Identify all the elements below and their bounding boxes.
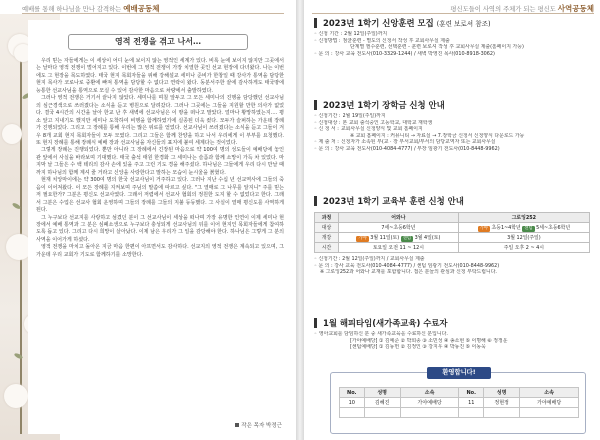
notice-row-value: 2월 19일(주일)까지 (342, 113, 386, 119)
essay-paragraph: 우리 믿는 자들에게는 이 세상이 어디 눈에 보이지 않는 영적인 세계가 있다. 비록 눈에 보이지 않지만 그곳에서는 날마다 영적 전쟁이 벌어지고 있다. 이번에 그 영적 전쟁이 가장 치열한 곳인 선교 현장에 다녀왔다. 나는 이번에도 그 현장을 목도하였다. 태국 현지 목회자들을 위해 강해설교 세미나 준비가 한창일 때 강사가 통역을 담당한 현지 목사가 코로나로 중환에 빠져 통역을 담당할 수 없다고 연락이 왔다. 동분서주한 끝에 감사하게도 태국땅에 능통한 선교사님을 통역으로 모실 수 있어 감사한 마음으로 차량에서 출발하였다. (36, 58, 284, 94)
notice-rows (314, 331, 594, 351)
welcome-cell (340, 408, 365, 418)
welcome-header-cell: 소속 (400, 388, 459, 398)
notice-row-key: ◦ 문 의 : (314, 50, 333, 57)
essay-title: 영적 전쟁을 겪고 나서… (68, 34, 248, 50)
notice-row-value: 영아교회를 담임하신 분 중 새가족교육을 수료하신 분입니다. (318, 331, 448, 337)
notice-row (314, 344, 594, 351)
left-header-divider (22, 13, 284, 14)
welcome-cell (484, 408, 520, 418)
left-header-brand: 예배공동체 (123, 4, 160, 13)
notice-row-value: [센텀예배당] ① 김동헌 ② 김정인 ③ 강지우 ④ 박동진 ⑤ 이동욱 (350, 344, 486, 351)
notice-title-text: 2023년 1학기 장학금 신청 안내 (323, 100, 445, 110)
edu-header-course: 과정 (315, 213, 339, 223)
flower-leaf (14, 352, 24, 359)
edu-row-start (315, 233, 590, 243)
right-header-divider (312, 13, 594, 14)
flower-petal (4, 384, 28, 408)
gaya-tag: 가야 (479, 225, 488, 231)
welcome-cell: 가야예배당 (400, 398, 459, 408)
welcome-cell (400, 408, 459, 418)
welcome-table-header (340, 388, 579, 398)
notice-title-text: 2023년 1학기 신앙훈련 모집 (323, 18, 434, 28)
edu-table-header (315, 213, 590, 223)
welcome-cell (520, 408, 579, 418)
welcome-header-cell: 성명 (484, 388, 520, 398)
notice-rows (314, 113, 594, 153)
notice-row-key: ◦ (314, 331, 317, 337)
welcome-title: 환영합니다! (427, 367, 491, 379)
notice-row-value: 점균훈련 - 별도의 신청서 작성 후 교회사무실 제출 (342, 37, 450, 44)
essay-author (235, 421, 282, 429)
notice-row-key: ◦ 신청 기간 : (314, 31, 343, 37)
welcome-row (340, 408, 579, 418)
notice-row (314, 31, 594, 38)
edu-note: ◦ 신청기간 : 2월 12일(주일)까지 / 교회사무실 제출 (314, 256, 425, 262)
edu-header-awana: 어와나 (339, 213, 459, 223)
notice-row (314, 51, 594, 58)
edu-row-label: 시간 (315, 243, 339, 253)
edu-cell-text: 3월 11일(토) (370, 234, 400, 241)
edu-row-label: 대상 (315, 223, 339, 233)
notice-section-title (314, 18, 594, 28)
notice-row-value: 신청자가 소속된 부(교 · 장 부서교회/부서의 담당교역자 또는 교회사무실 (340, 139, 496, 146)
notice-title-text: 2023년 1학기 교육부 훈련 신청 안내 (323, 196, 464, 206)
welcome-header-cell: No. (459, 388, 484, 398)
centum-tag: 센텀 (402, 235, 412, 241)
welcome-header-cell: 소속 (520, 388, 579, 398)
notice-row-value: ※ 교회 홈페이지 : 커뮤니티 → 자료실 → 7.장학금 신청서 신청양식 다운로드 가능 (350, 132, 525, 139)
notice-row (314, 331, 594, 338)
notice-section (314, 18, 594, 57)
welcome-box (330, 369, 586, 434)
notice-row (314, 146, 594, 153)
welcome-table (339, 387, 579, 418)
edu-cell-text: 5세~초등6학년 (536, 224, 571, 231)
welcome-header-cell: No. (340, 388, 365, 398)
edu-cell: 주일 오후 2 ~ 4시 (458, 243, 589, 253)
welcome-cell: 가야예배당 (520, 398, 579, 408)
notice-section (314, 196, 594, 206)
edu-row-time (315, 243, 590, 253)
flower-petal (2, 124, 22, 144)
edu-cell (458, 223, 589, 233)
edu-cell: 토요일 오전 11 ~ 12시 (339, 243, 459, 253)
notice-section-title (314, 100, 594, 110)
edu-cell: 3월 12일(주일) (458, 233, 589, 243)
notice-row-key (314, 338, 348, 345)
left-page (0, 0, 296, 440)
notice-row-key: ◦ 신청방법 : (314, 37, 341, 44)
notice-title-text: 1월 해피타임(새가족교육) 수료자 (323, 318, 448, 328)
left-header-text: 예배를 통해 하나님을 만나 감격하는 (22, 6, 122, 13)
essay-paragraph: 영적 전쟁을 마치고 돌아온 지금 마음 한편이 아프면서도 감사하다. 선교지의 영적 전쟁은 계속되고 있으며, 그 가운데 우리 교회가 기도로 함께하기를 소망한다. (36, 244, 284, 258)
centum-tag: 센텀 (524, 225, 533, 231)
notice-row-value: 본 교회 출석중인 고등학교, 대학교 재학생 (342, 119, 433, 126)
essay-paragraph: 그렇게 장례는 진행되었다. 뿐만 아니라 그 장례에서 긴장된 마음으로 약 100여 명의 성도들이 예배당에 놓인 관 앞에서 사실을 바라보며 기대했다. 태국 출석 태원 한경화 그 세미나는 슬픔과 함께 소망이 가득 차 있었다. 마지막 날 그들은 수 백 테리의 감사 손에 있을 주고 그런 기도 경을 해주셨다. 하나님은 그들에게 우리 다시 만날 때 까지 하나님의 함께 계셔 줄 거라고 신앙을 사랑한다고 말하는 모습이 눈시울을 붉혔다. (36, 147, 284, 176)
author-mark-icon (235, 423, 239, 427)
notice-row (314, 113, 594, 120)
edu-note: ◦ 문 의 : 강사 교육 전도사(010-4084-4777) / 센텀 임광기 전도사(010-8448-9962) (314, 262, 500, 269)
notice-row-key: ◦ 제 출 처 : (314, 139, 339, 146)
notice-row-value: 강사 교육 전도사(010-3329-1244) / 새벽 박영진 목사(010-8918-3062) (334, 50, 495, 57)
notice-row-value: 단계별 필수훈련, 선택훈련 - 훈련 보로셔 작성 후 교회사무실 제출(홈페이지 가능) (350, 44, 524, 51)
notice-rows (314, 31, 594, 57)
essay-panel (28, 20, 290, 434)
essay-paragraph: 그러나 영적 전쟁은 거기서 끝나지 않았다. 세미나를 며칠 앞두고 그 모든 세미나의 진행을 담당했던 선교사님의 심근경색으로 쓰러졌다는 소식을 듣고 병원으로 달려갔다. 그러나 그곳에는 그들을 지원할 만한 의사가 없었다. 결국 4시간의 시간을 날아 한교 난 후 새벽에 선교사님은 이 땅을 떠나고 말았다. 얼마나 황망하였는지…. 평소 앞고 지내기도 했지만 세미나 도착하여 비행을 함께하였기에 실종된 더욱 컸다. 모두가 슬퍼하는 가운데 장례가 진행되었다. 그리고 그 장례를 통해 우리는 많은 위로를 얻었다. 선교사님이 쓰러졌다는 소식을 듣고 그들이 겨우 8개 교회 현지 목회자들이 모두 모였다. 그리고 그들은 함께 찬양을 하고 나서 우리에게 이 부부를 요청했다. 또 현지 장례를 통해 장례식 예배 장과 선교사님을 자신들의 표지에 붙여 세계다는 것이었다. (36, 95, 284, 146)
right-page (304, 0, 600, 440)
welcome-cell (364, 408, 400, 418)
edu-row-target (315, 223, 590, 233)
edu-table (314, 212, 590, 253)
notice-row-value: 2월 12일(주일)까지 (344, 31, 388, 37)
notice-row (314, 338, 594, 345)
welcome-cell: 10 (340, 398, 365, 408)
right-header-brand: 사역공동체 (557, 4, 594, 13)
edu-note: ※ 그로잉252과 어와나 교재를 포함합니다. 접은 분들의 관심과 신청 부탁드립니다. (320, 269, 497, 276)
notice-row (314, 126, 594, 133)
notice-section (314, 318, 594, 351)
essay-paragraph: 현재 치앙마이에는 약 300여 명의 한국 선교사님이 거주하고 있다. 그러나 지난 수십 년 선교역사에 그들의 죽음이 이어져왔다. 이 모든 장례를 지켜보며 주님의 말씀에 따르고 싶다. "그 열매로 그 나무를 알지니" 주를 믿는 저 필요한가? 그분은 평신도 선교사였다. 그래서 저렴에서 선교사 협회의 정원한 도지 할 수 없었다고 한다. 그래서 그분은 수업은 선교사 협회 운영하며 그들의 장례를 그들의 지불 등등했다. 그 사실이 열매 평신도를 사역하게 된다. (36, 177, 284, 214)
welcome-cell (459, 408, 484, 418)
notice-row-key: ◦ 신청기간 : (314, 113, 341, 119)
notice-row-key: ◦ 문 의 : (314, 145, 333, 152)
edu-cell-text: 초등1~4학년 (491, 224, 521, 231)
welcome-cell: 11 (459, 398, 484, 408)
welcome-cell: 정현정 (484, 398, 520, 408)
notice-row (314, 38, 594, 45)
notice-row-key: ◦ 신청대상 : (314, 119, 341, 126)
notice-row-value: [가야예배당] ① 김예준 ② 박희종 ③ 소민성 ④ 송소현 ⑤ 이명해 ⑥ 정정운 (350, 337, 508, 344)
edu-cell-text: 3월 4일(토) (414, 234, 441, 241)
notice-row-key (314, 133, 348, 140)
welcome-header-cell: 성명 (364, 388, 400, 398)
edu-row-label: 개강 (315, 233, 339, 243)
notice-title-subtitle: (훈련 보로셔 참조) (436, 20, 491, 28)
notice-row (314, 120, 594, 127)
notice-row (314, 133, 594, 140)
welcome-row (340, 398, 579, 408)
edu-cell: 7세~초등6학년 (339, 223, 459, 233)
notice-row (314, 44, 594, 51)
essay-paragraph: 그 누구보다 선교지를 사랑하고 섬겼던 분이 그 선교사님이 세상을 떠나며 가장 유명한 인연이 이제 세미나 현장에서 예배 통역과 그 분은 심폐소생으로 누구보다 충성되게 선교사님의 뒤를 이어 현지인 목회자들에게 참여하도록 돕고 있다. 그리고 다시 희망이 살아났다. 이제 남은 우리가 그 일을 감당해야 한다. 하나님은 그렇게 그 분의 사역을 이어가게 하셨다. (36, 214, 284, 243)
essay-body (36, 58, 284, 259)
notice-section-title (314, 318, 594, 328)
notice-section-title (314, 196, 594, 206)
welcome-cell: 김혜진 (364, 398, 400, 408)
edu-cell (339, 233, 459, 243)
edu-notes (314, 256, 594, 276)
notice-row-key (314, 44, 348, 51)
notice-row (314, 139, 594, 146)
right-header-text: 평신도들이 사역의 주체가 되는 평신도 (450, 6, 556, 13)
edu-header-growing: 그로잉252 (458, 213, 589, 223)
gaya-tag: 가야 (358, 235, 367, 241)
notice-row-key: ◦ 신 청 서 : (314, 126, 339, 133)
notice-row-value: 강사 교육 전도사(010-4084-4777) / 부장 임광기 전도사(010-8448-9962) (334, 145, 500, 152)
book-gutter (296, 0, 304, 440)
edu-table-block (314, 209, 594, 276)
notice-row-value: 교회사무실 신청양식 및 교회 홈페이지 (340, 126, 423, 133)
author-name: 작은 목자 박정근 (241, 423, 282, 429)
notice-row-key (314, 344, 348, 351)
notice-section (314, 100, 594, 153)
